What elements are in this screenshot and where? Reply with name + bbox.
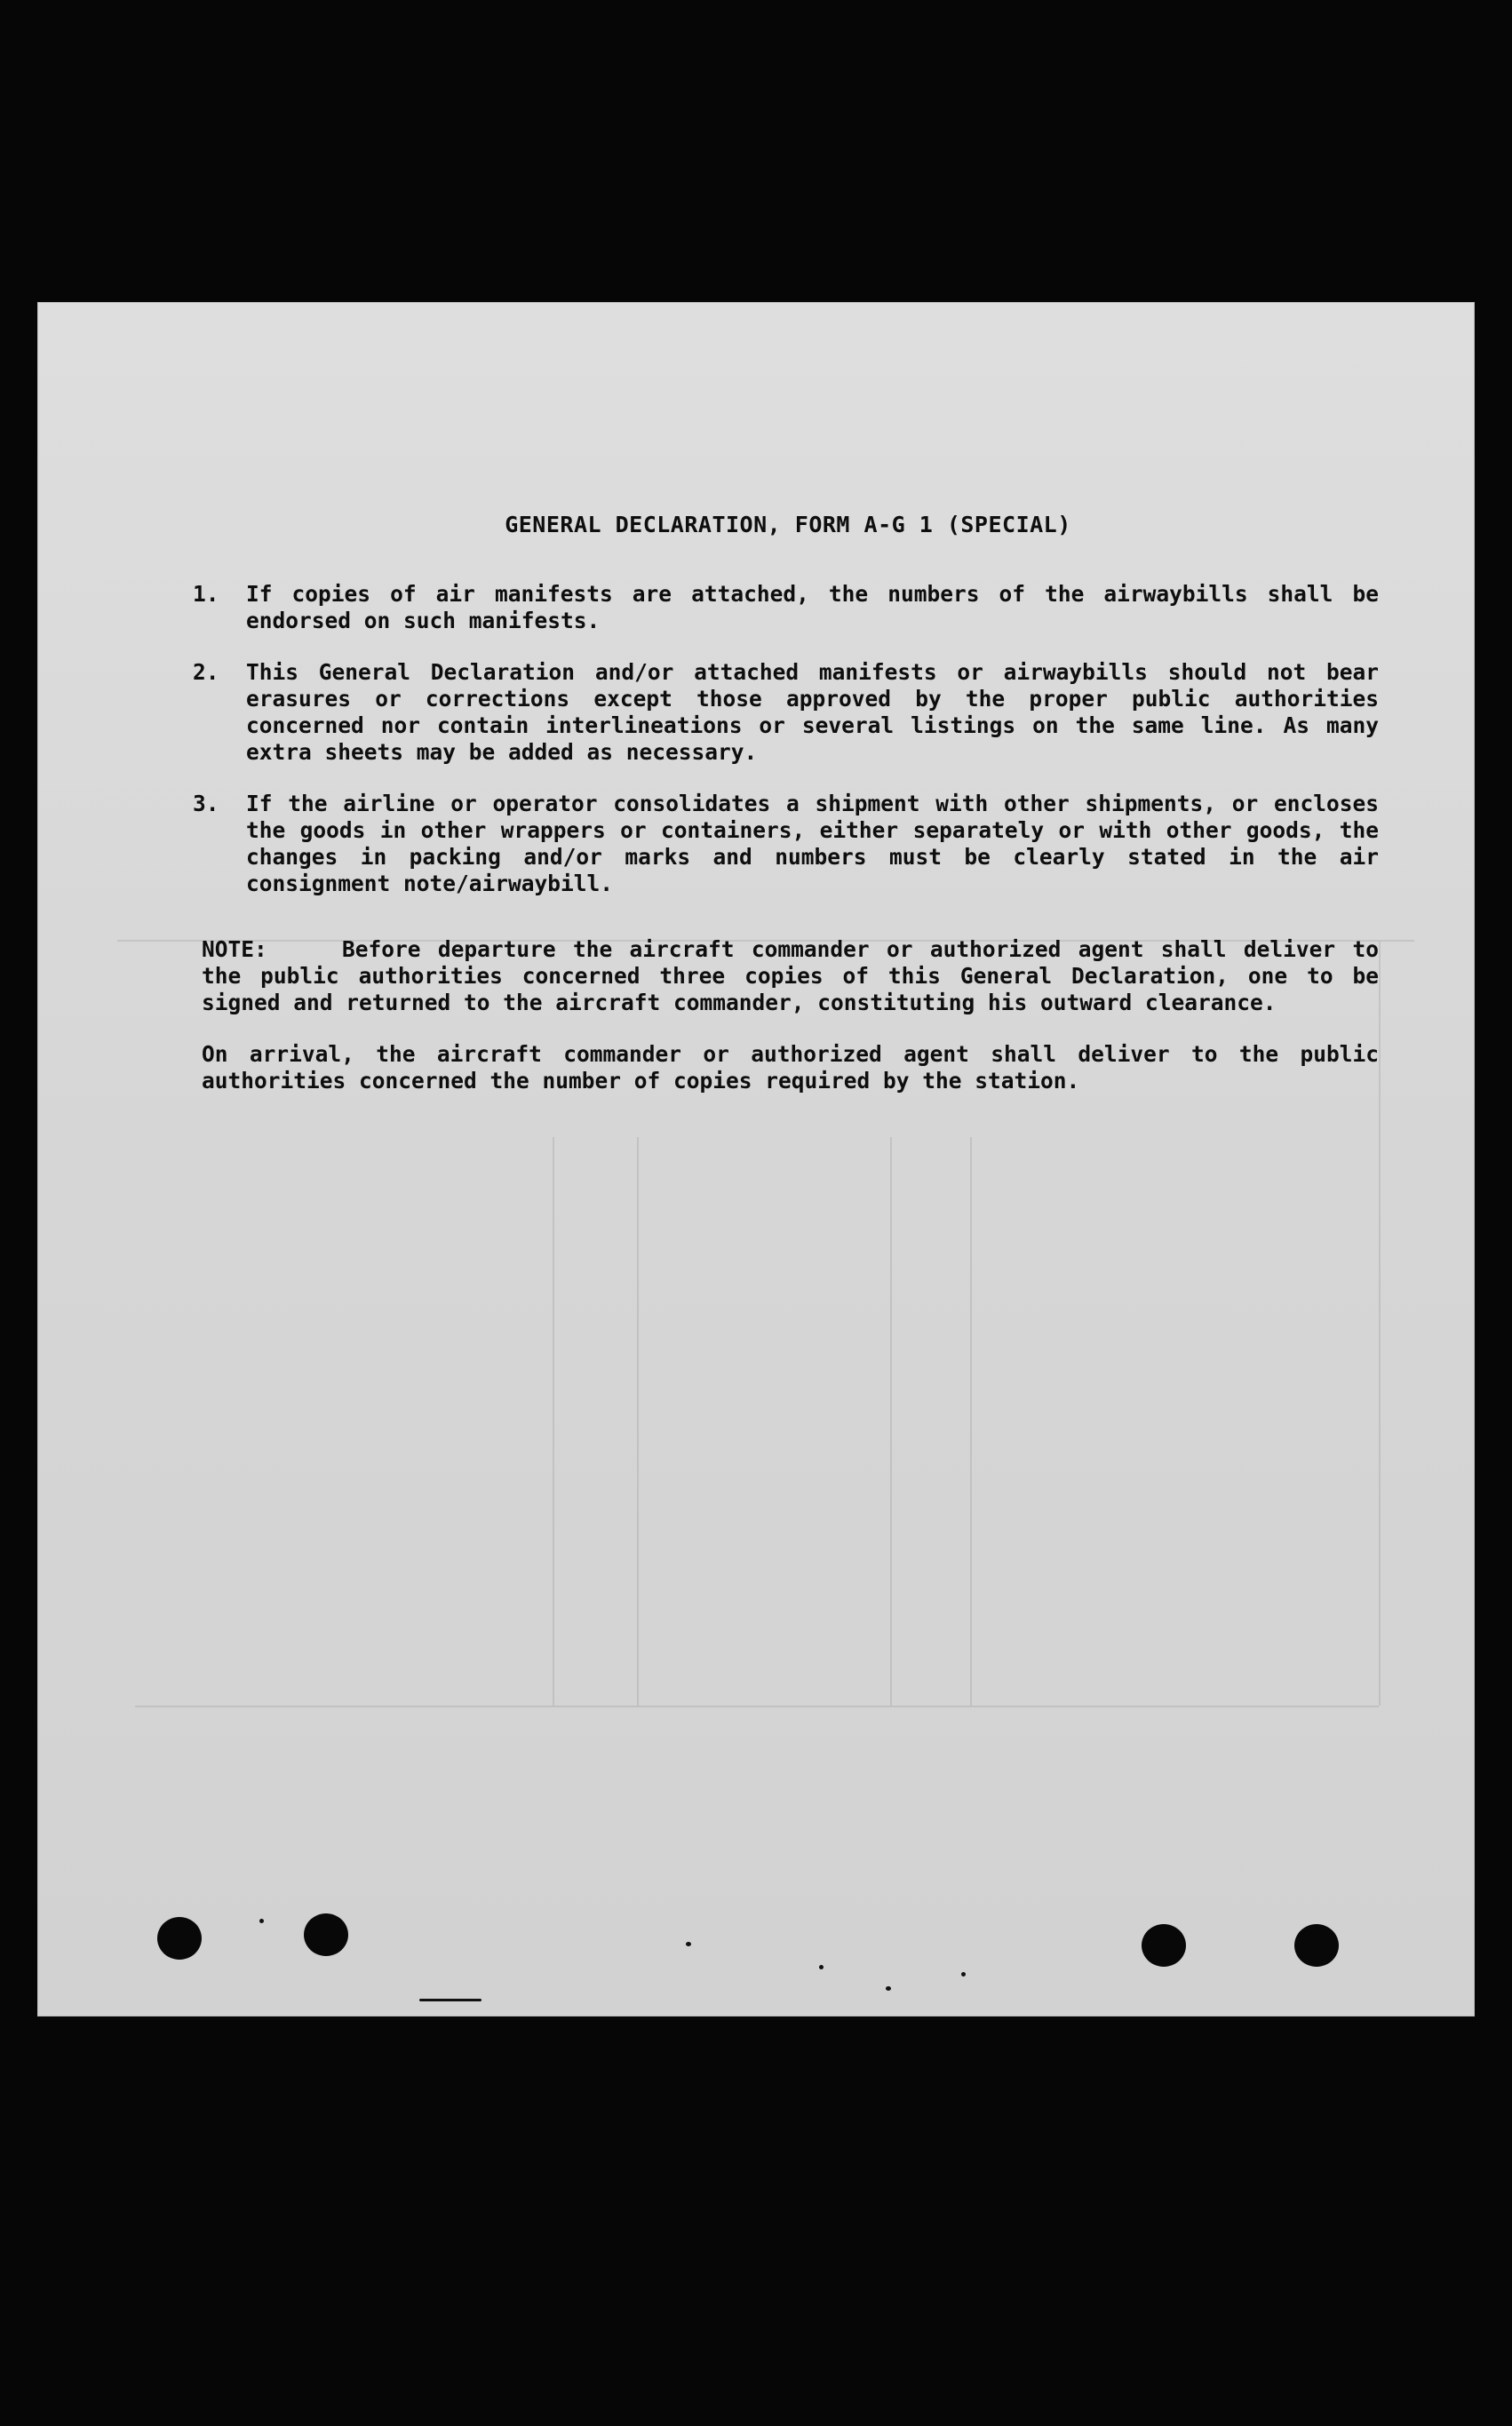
declaration-content [162,512,1379,1094]
item-text: This General Declaration and/or attached manifests or airwaybills should not bear erasures or corrections except those approved by the proper public authorities concerned nor contain interlineations or several listings on the same line. As many extra sheets may be added as necessary. [246,659,1379,765]
punch-hole [304,1913,348,1956]
punch-hole [1142,1924,1186,1967]
bleed-through-line [637,1137,639,1706]
document-page [37,302,1475,2016]
item-number: 1. [193,581,219,607]
speck [686,1942,691,1946]
item-text: If the airline or operator consolidates a shipment with other shipments, or encloses the goods in other wrappers or containers, either separately or with other goods, the changes in packing and/or marks and numbers must be clearly stated in the air consignment note/airwaybill. [246,791,1379,896]
punch-hole [157,1917,202,1960]
bleed-through-line [135,1706,1379,1707]
list-item [162,659,1379,766]
note-label: NOTE: [202,936,267,962]
speck [419,1999,481,2001]
list-item [162,581,1379,634]
arrival-paragraph: On arrival, the aircraft commander or authorized agent shall deliver to the public authorities concerned the number of copies required by the station. [202,1041,1379,1094]
item-text: If copies of air manifests are attached, the numbers of the airwaybills shall be endorsed on such manifests. [246,581,1379,633]
bleed-through-line [1379,942,1381,1706]
item-number: 2. [193,659,219,685]
speck [259,1919,264,1923]
bleed-through-line [970,1137,972,1706]
document-title: GENERAL DECLARATION, FORM A-G 1 (SPECIAL) [505,512,1071,537]
punch-hole [1294,1924,1339,1967]
note-text: Before departure the aircraft commander or authorized agent shall deliver to the public authorities concerned three copies of this General Declaration, one to be signed and returned to the aircraft commander, constituting his outward clearance. [202,936,1379,1015]
speck [886,1986,891,1991]
bleed-through-line [553,1137,554,1706]
speck [961,1972,966,1977]
bleed-through-line [890,1137,892,1706]
note-paragraph [162,936,1379,1016]
item-number: 3. [193,791,219,816]
speck [819,1965,824,1969]
list-item [162,791,1379,897]
